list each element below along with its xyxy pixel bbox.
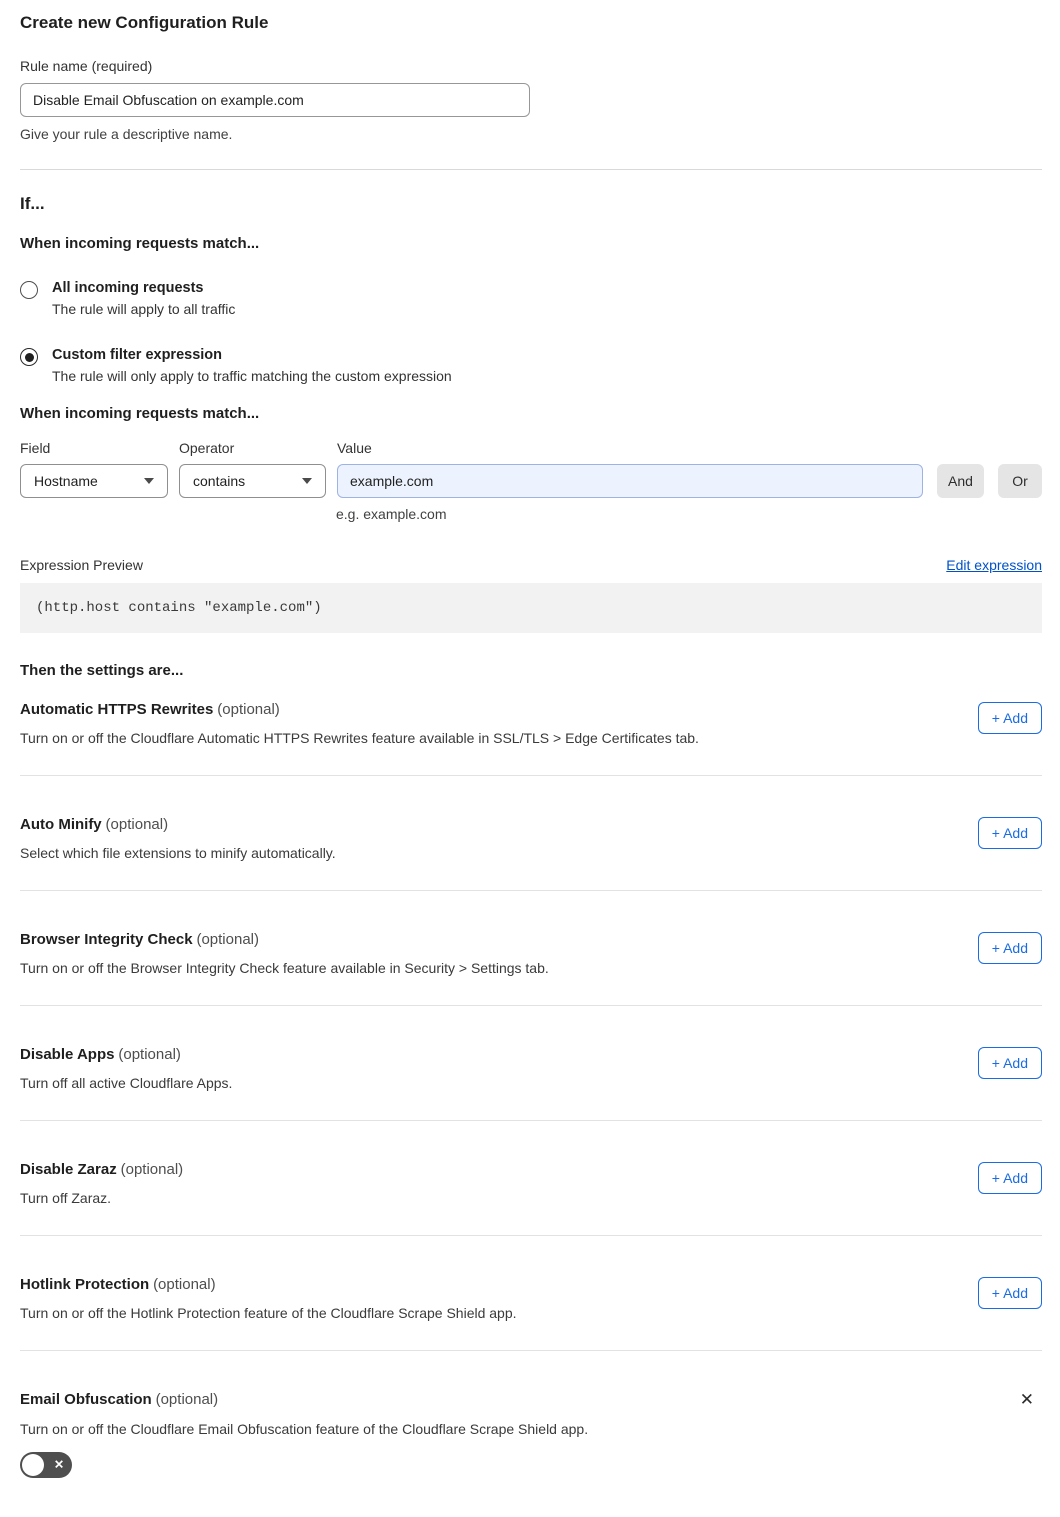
then-settings-heading: Then the settings are... [20, 662, 184, 679]
setting-email-obfuscation [20, 1351, 1042, 1510]
expression-builder-heading: When incoming requests match... [20, 405, 260, 422]
section-divider [20, 169, 1042, 170]
edit-expression-link[interactable]: Edit expression [946, 557, 1042, 573]
add-hotlink-protection-button[interactable]: + Add [978, 1277, 1042, 1309]
radio-custom-filter-expression[interactable] [20, 347, 1042, 384]
setting-automatic-https-rewrites [20, 679, 1042, 776]
field-label: Field [20, 440, 51, 456]
expression-preview-header [20, 557, 1042, 573]
rule-name-help: Give your rule a descriptive name. [20, 126, 233, 142]
radio-unselected-icon[interactable] [20, 281, 38, 299]
add-disable-apps-button[interactable]: + Add [978, 1047, 1042, 1079]
email-obfuscation-toggle[interactable] [20, 1452, 72, 1478]
toggle-off-x-icon: ✕ [53, 1457, 64, 1472]
radio-custom-description: The rule will only apply to traffic matching the custom expression [52, 368, 452, 384]
setting-description: Turn off all active Cloudflare Apps. [20, 1075, 233, 1091]
setting-title: Disable Zaraz [20, 1161, 117, 1178]
add-disable-zaraz-button[interactable]: + Add [978, 1162, 1042, 1194]
and-button[interactable]: And [937, 464, 984, 498]
radio-all-incoming-requests[interactable] [20, 280, 1042, 317]
close-icon[interactable]: ✕ [1019, 1390, 1034, 1409]
setting-description: Turn on or off the Browser Integrity Check feature available in Security > Settings tab. [20, 960, 549, 976]
setting-browser-integrity-check [20, 891, 1042, 1006]
toggle-knob [22, 1454, 44, 1476]
setting-description: Select which file extensions to minify automatically. [20, 845, 336, 861]
setting-description: Turn on or off the Hotlink Protection feature of the Cloudflare Scrape Shield app. [20, 1305, 517, 1321]
request-match-radio-group [20, 280, 1042, 384]
value-input[interactable] [337, 464, 923, 498]
operator-label: Operator [179, 440, 235, 456]
operator-select-value: contains [193, 473, 246, 489]
setting-description: Turn on or off the Cloudflare Automatic HTTPS Rewrites feature available in SSL/TLS > Edge Certificates tab. [20, 730, 699, 746]
add-automatic-https-rewrites-button[interactable]: + Add [978, 702, 1042, 734]
setting-disable-zaraz [20, 1121, 1042, 1236]
field-select[interactable] [20, 464, 168, 498]
value-label: Value [337, 440, 372, 456]
setting-disable-apps [20, 1006, 1042, 1121]
radio-all-description: The rule will apply to all traffic [52, 301, 236, 317]
operator-select[interactable] [179, 464, 326, 498]
setting-description: Turn on or off the Cloudflare Email Obfuscation feature of the Cloudflare Scrape Shield app. [20, 1421, 589, 1437]
radio-all-label: All incoming requests [52, 280, 204, 296]
setting-title: Hotlink Protection [20, 1276, 150, 1293]
expression-preview-code: (http.host contains "example.com") [20, 583, 1042, 633]
expression-preview-label: Expression Preview [20, 557, 143, 573]
rule-name-input[interactable] [20, 83, 530, 117]
setting-title: Automatic HTTPS Rewrites [20, 701, 214, 718]
setting-optional-suffix: (optional) [120, 1161, 184, 1178]
if-heading: If... [20, 194, 45, 213]
page-title: Create new Configuration Rule [20, 13, 269, 32]
field-select-value: Hostname [34, 473, 98, 489]
setting-auto-minify [20, 776, 1042, 891]
expression-builder [20, 440, 1042, 498]
setting-title: Browser Integrity Check [20, 931, 193, 948]
setting-optional-suffix: (optional) [105, 816, 169, 833]
add-browser-integrity-check-button[interactable]: + Add [978, 932, 1042, 964]
setting-optional-suffix: (optional) [196, 931, 259, 948]
setting-optional-suffix: (optional) [153, 1276, 216, 1293]
setting-title: Auto Minify [20, 816, 102, 833]
setting-hotlink-protection [20, 1236, 1042, 1351]
or-button[interactable]: Or [998, 464, 1042, 498]
radio-custom-label: Custom filter expression [52, 347, 223, 363]
setting-title: Email Obfuscation [20, 1391, 152, 1408]
setting-optional-suffix: (optional) [118, 1046, 181, 1063]
setting-title: Disable Apps [20, 1046, 115, 1063]
setting-optional-suffix: (optional) [155, 1391, 219, 1408]
setting-optional-suffix: (optional) [217, 701, 280, 718]
match-heading: When incoming requests match... [20, 235, 260, 252]
chevron-down-icon [144, 478, 154, 484]
add-auto-minify-button[interactable]: + Add [978, 817, 1042, 849]
chevron-down-icon [302, 478, 312, 484]
setting-description: Turn off Zaraz. [20, 1190, 112, 1206]
rule-name-label: Rule name (required) [20, 58, 153, 74]
value-help: e.g. example.com [336, 506, 447, 522]
radio-selected-icon[interactable] [20, 348, 38, 366]
